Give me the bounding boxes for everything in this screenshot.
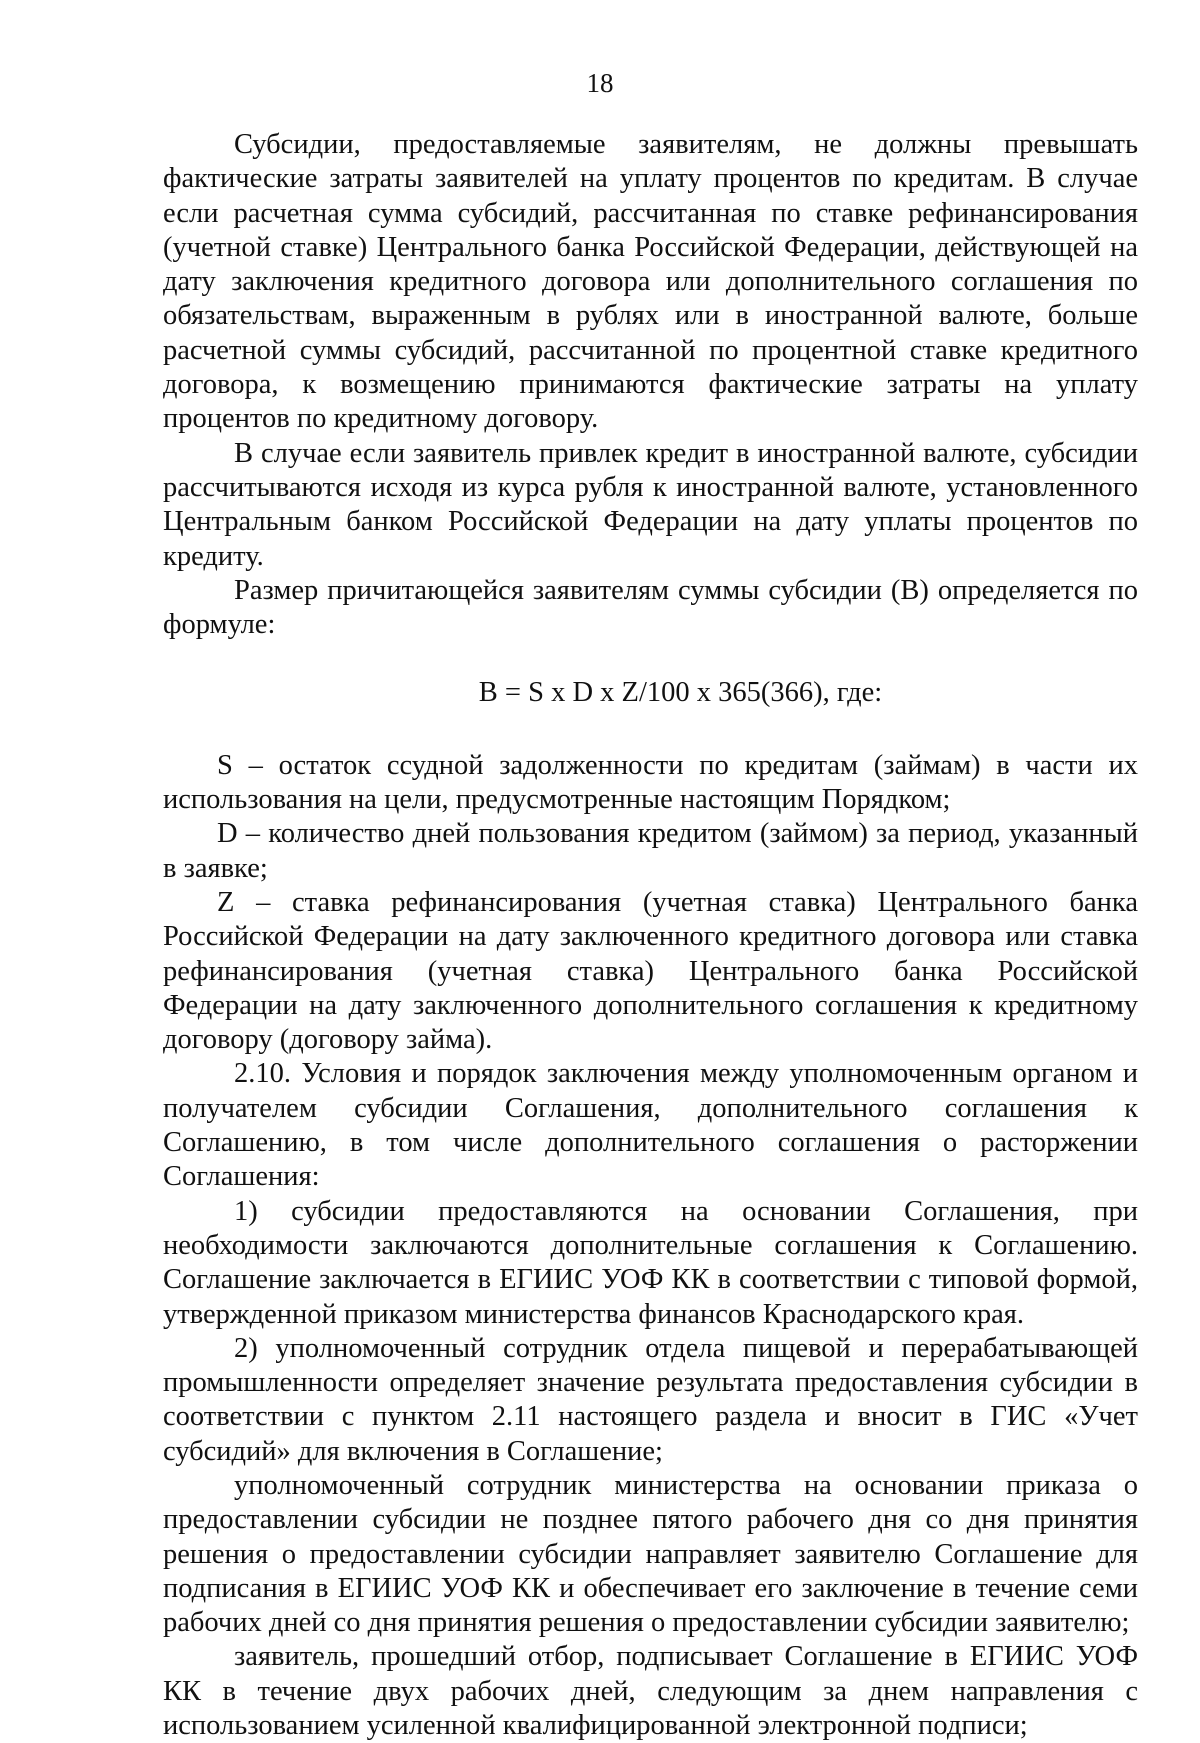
paragraph-agreement-signing: заявитель, прошедший отбор, подписывает Соглашение в ЕГИИС УОФ КК в течение двух рабочих дней, следующим за днем направления с использованием усиленной квалифицированной электронной подписи;: [163, 1641, 1138, 1742]
paragraph-agreement-sending: уполномоченный сотрудник министерства на основании приказа о предоставлении субсидии не позднее пятого рабочего дня со дня принятия решения о предоставлении субсидии направляет заявителю Соглашение для подписания в ЕГИИС УОФ КК и обеспечивает его заключение в течение семи рабочих дней со дня принятия решения о предоставлении субсидии заявителю;: [163, 1469, 1138, 1639]
section-2-10-heading: 2.10. Условия и порядок заключения между уполномоченным органом и получателем субсидии Соглашения, дополнительного соглашения к Соглашению, в том числе дополнительного соглашения о расторжении Соглашения:: [163, 1058, 1138, 1193]
paragraph-subsidy-limit: Субсидии, предоставляемые заявителям, не должны превышать фактические затраты заявителей на уплату процентов по кредитам. В случае если расчетная сумма субсидий, рассчитанная по ставке рефинансирования (учетной ставке) Центрального банка Российской Федерации, действующей на дату заключения кредитного договора или дополнительного соглашения по обязательствам, выраженным в рублях или в иностранной валюте, больше расчетной суммы субсидий, рассчитанной по процентной ставке кредитного договора, к возмещению принимаются фактические затраты на уплату процентов по кредитному договору.: [163, 129, 1138, 435]
subsidy-formula: В = S х D х Z/100 х 365(366), где:: [478, 677, 883, 709]
definition-d: D – количество дней пользования кредитом (займом) за период, указанный в заявке;: [163, 818, 1138, 884]
page-number: 18: [586, 68, 614, 98]
document-body: [163, 128, 1138, 1743]
definition-s: S – остаток ссудной задолженности по кредитам (займам) в части их использования на цели, предусмотренные настоящим Порядком;: [163, 749, 1138, 816]
list-item-1: 1) субсидии предоставляются на основании Соглашения, при необходимости заключаются дополнительные соглашения к Соглашению. Соглашение заключается в ЕГИИС УОФ КК в соответствии с типовой формой, утвержденной приказом министерства финансов Краснодарского края.: [163, 1195, 1138, 1330]
paragraph-foreign-currency: В случае если заявитель привлек кредит в иностранной валюте, субсидии рассчитываются исходя из курса рубля к иностранной валюте, установленного Центральным банком Российской Федерации на дату уплаты процентов по кредиту.: [163, 437, 1138, 572]
paragraph-formula-intro: Размер причитающейся заявителям суммы субсидии (В) определяется по формуле:: [163, 574, 1138, 641]
list-item-2: 2) уполномоченный сотрудник отдела пищевой и перерабатывающей промышленности определяет значение результата предоставления субсидии в соответствии с пунктом 2.11 настоящего раздела и вносит в ГИС «Учет субсидий» для включения в Соглашение;: [163, 1332, 1138, 1467]
definition-z: Z – ставка рефинансирования (учетная ставка) Центрального банка Российской Федерации на дату заключенного кредитного договора или ставка рефинансирования (учетная ставка) Центрального банка Российской Федерации на дату заключенного дополнительного соглашения к кредитному договору (договору займа).: [163, 886, 1138, 1056]
